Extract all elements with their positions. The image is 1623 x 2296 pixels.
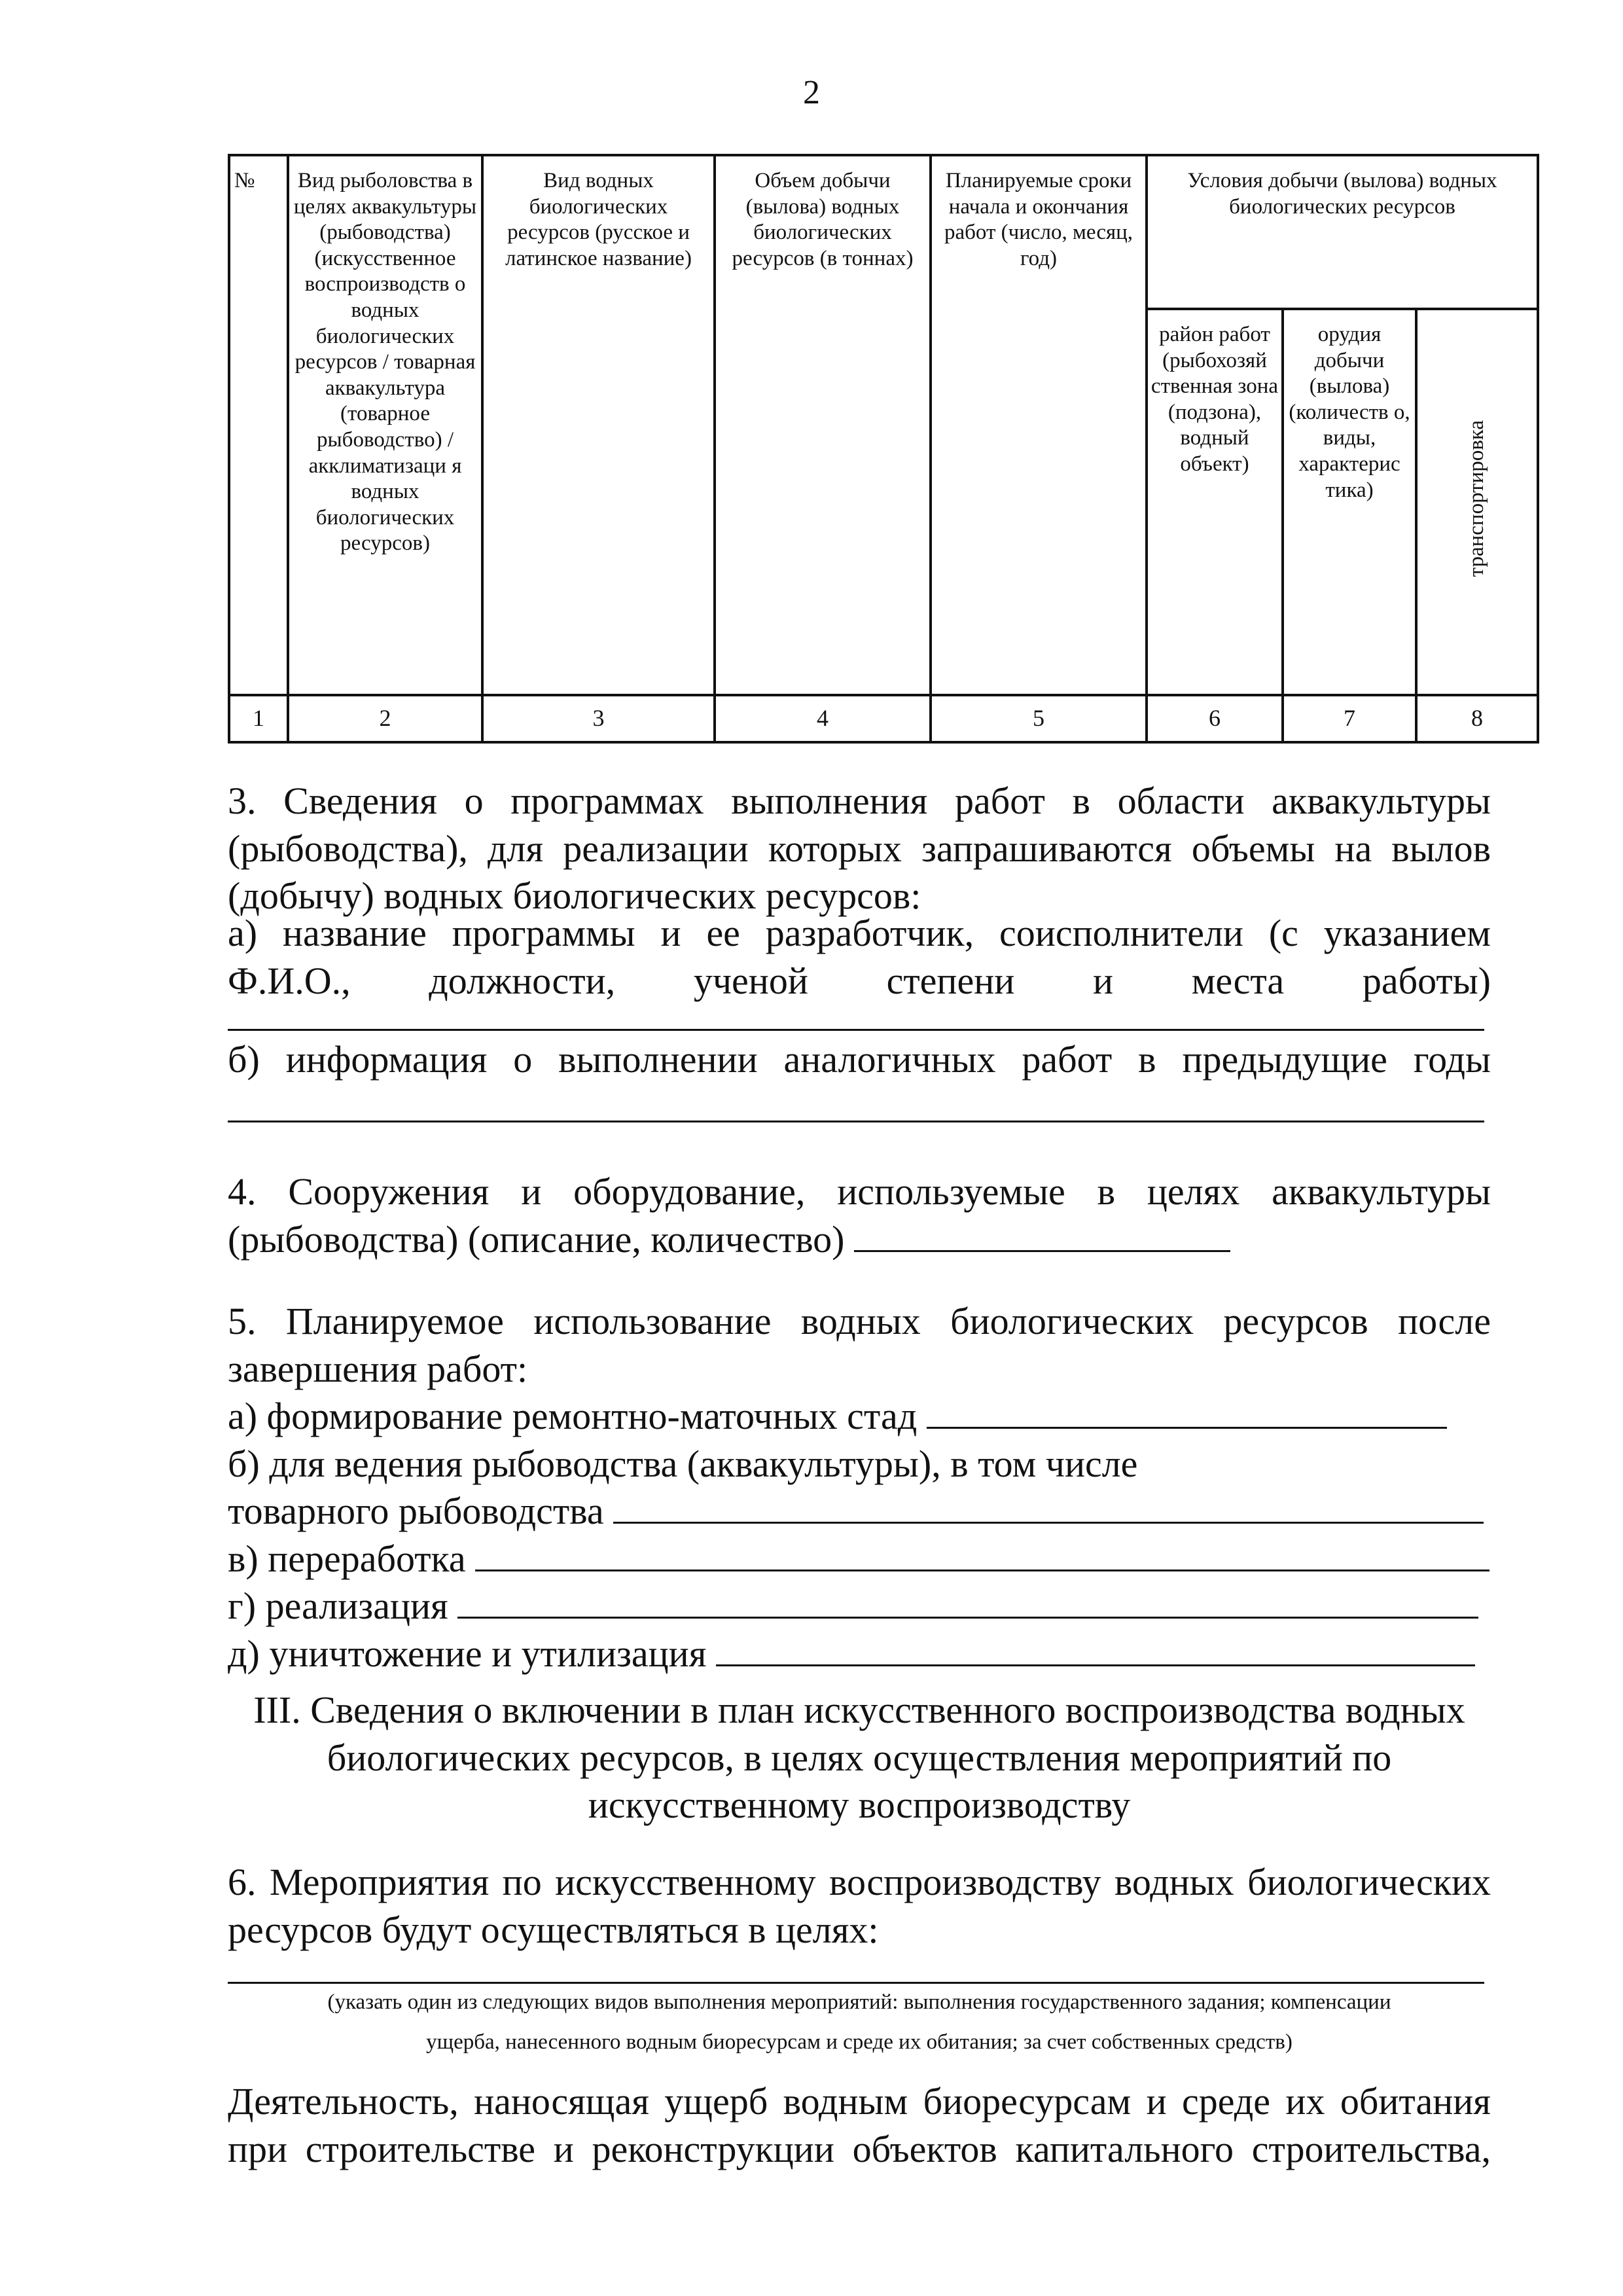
header-work-area: район работ (рыбохозяй ственная зона (подзона), водный объект) — [1147, 309, 1283, 695]
index-cell: 3 — [482, 695, 715, 742]
blank-line — [228, 1029, 1484, 1031]
section-3-item-a: а) название программы и ее разработчик, соисполнители (с указанием Ф.И.О., должности, ученой степени и места работы) — [228, 912, 1491, 1002]
header-number: № — [229, 155, 288, 695]
index-cell: 1 — [229, 695, 288, 742]
blank-line — [613, 1521, 1484, 1524]
section-3-item-b: б) информация о выполнении аналогичных работ в предыдущие годы — [228, 1038, 1491, 1081]
page-number: 2 — [803, 74, 820, 111]
blank-line — [716, 1664, 1475, 1666]
header-catch-volume: Объем добычи (вылова) водных биологических ресурсов (в тоннах) — [715, 155, 931, 695]
header-fishing-type: Вид рыболовства в целях аквакультуры (рыбоводства) (искусственное воспроизводств о водных биологических ресурсов / товарная аквакультура (товарное рыбоводство) / акклиматизаци я водных биологических ресурсов) — [288, 155, 482, 695]
section-3-heading: 3. Сведения о программах выполнения работ в области аквакультуры (рыбоводства), для реализации которых запрашиваются объемы на вылов (добычу) водных биологических ресурсов: — [228, 780, 1491, 917]
index-cell: 2 — [288, 695, 482, 742]
blank-line — [457, 1616, 1478, 1619]
blank-line — [854, 1249, 1230, 1252]
section-6: 6. Мероприятия по искусственному воспроизводству водных биологических ресурсов будут осуществляться в целях: — [228, 1861, 1491, 1951]
conditions-table — [228, 154, 1539, 744]
blank-line — [475, 1569, 1489, 1571]
blank-line — [927, 1426, 1447, 1429]
blank-line — [228, 1982, 1484, 1984]
index-cell: 6 — [1147, 695, 1283, 742]
header-transportation-label: транспортировка — [1465, 420, 1489, 577]
activity-paragraph: Деятельность, наносящая ущерб водным биоресурсам и среде их обитания при строительстве и реконструкции объектов капитального строительства, — [228, 2080, 1491, 2170]
header-transportation — [1416, 309, 1538, 695]
header-fishing-gear: орудия добычи (вылова) (количеств о, виды, характерис тика) — [1283, 309, 1416, 695]
section-4: 4. Сооружения и оборудование, используемые в целях аквакультуры (рыбоводства) (описание, количество) — [228, 1170, 1491, 1261]
index-cell: 8 — [1416, 695, 1538, 742]
section-5: 5. Планируемое использование водных биологических ресурсов после завершения работ: а) формирование ремонтно-маточных стад б) для ведения рыбоводства (аквакультуры), в том числе товарного рыбоводства в) переработка г) реализация д) уничтожение и утилизация — [228, 1300, 1491, 1675]
index-cell: 7 — [1283, 695, 1416, 742]
header-catch-conditions: Условия добычи (вылова) водных биологических ресурсов — [1147, 155, 1538, 309]
section-iii-heading: III. Сведения о включении в план искусственного воспроизводства водных биологических ресурсов, в целях осуществления мероприятий по искусственному воспроизводству — [253, 1689, 1465, 1826]
blank-line — [228, 1121, 1484, 1122]
section-6-note: (указать один из следующих видов выполнения мероприятий: выполнения государственного задания; компенсации ущерба, нанесенного водным биоресурсам и среде их обитания; за счет собственных средств) — [327, 1990, 1391, 2054]
header-schedule: Планируемые сроки начала и окончания работ (число, месяц, год) — [931, 155, 1147, 695]
header-species: Вид водных биологических ресурсов (русское и латинское название) — [482, 155, 715, 695]
index-cell: 5 — [931, 695, 1147, 742]
index-cell: 4 — [715, 695, 931, 742]
